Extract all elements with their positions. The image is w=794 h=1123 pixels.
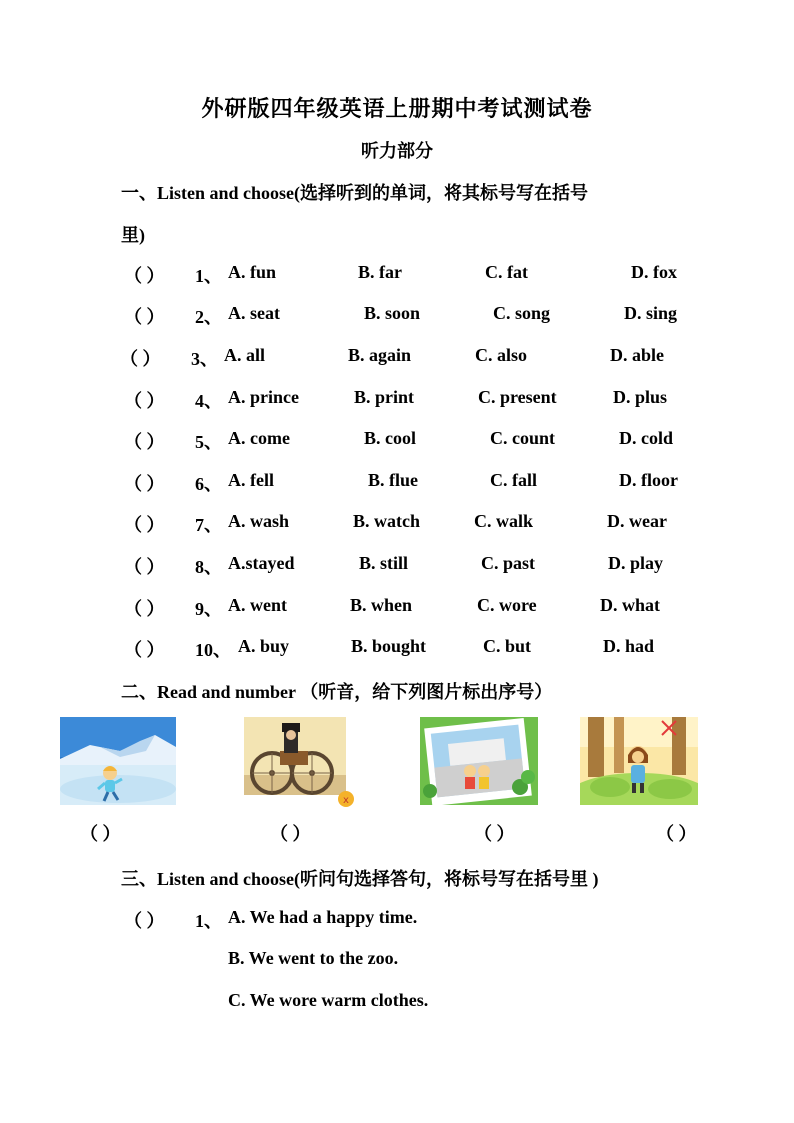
snow-skating-icon: [60, 717, 176, 805]
option-b: B. We went to the zoo.: [228, 948, 399, 968]
question-row: [0, 303, 794, 327]
option-a: A. wash: [228, 511, 290, 531]
answer-paren[interactable]: （ ）: [124, 391, 165, 411]
answer-paren[interactable]: （ ）: [124, 474, 165, 494]
question-number: 1、: [195, 911, 222, 931]
section3-heading: 三、Listen and choose(听问句选择答句，将标号写在括号里 ): [121, 869, 599, 889]
page-title: 外研版四年级英语上册期中考试测试卷: [201, 96, 593, 121]
option-c: C. fall: [490, 470, 537, 490]
option-c: C. present: [478, 387, 557, 407]
picture-1-answer-paren[interactable]: （ ）: [80, 824, 121, 844]
picture-3-answer-paren[interactable]: （ ）: [474, 824, 515, 844]
option-c: C. fat: [485, 262, 528, 282]
section1-heading: 一、Listen and choose(选择听到的单词，将其标号写在括号: [121, 183, 589, 203]
page-subtitle: 听力部分: [361, 141, 433, 161]
answer-paren[interactable]: （ ）: [124, 515, 165, 535]
option-c: C. wore: [477, 595, 537, 615]
question-number: 8、: [195, 557, 222, 577]
photo-children-picture: [420, 717, 538, 805]
question-row: [0, 595, 794, 619]
option-b: B. when: [350, 595, 413, 615]
answer-paren[interactable]: （ ）: [124, 266, 165, 286]
option-d: D. cold: [619, 428, 673, 448]
section2-heading: 二、Read and number （听音，给下列图片标出序号）: [121, 682, 553, 702]
option-d: D. play: [608, 553, 664, 573]
question-number: 4、: [195, 391, 222, 411]
answer-paren[interactable]: （ ）: [124, 307, 165, 327]
option-c: C. We wore warm clothes.: [228, 990, 429, 1010]
picture-2-answer-paren[interactable]: （ ）: [270, 824, 311, 844]
option-b: B. again: [348, 345, 412, 365]
old-bicycle-icon: [244, 717, 356, 809]
question-number: 6、: [195, 474, 222, 494]
option-d: D. had: [603, 636, 655, 656]
section1-heading-cont: 里): [121, 225, 145, 245]
option-c: C. past: [481, 553, 536, 573]
answer-paren[interactable]: （ ）: [124, 640, 165, 660]
option-c: C. but: [483, 636, 532, 656]
answer-paren[interactable]: （ ）: [124, 557, 165, 577]
option-b: B. far: [358, 262, 402, 282]
question-row: [0, 428, 794, 452]
option-a: A. come: [228, 428, 290, 448]
photo-children-icon: [420, 717, 538, 805]
question-row: [0, 511, 794, 535]
option-b: B. flue: [368, 470, 419, 490]
question-row: [0, 907, 794, 931]
option-b: B. watch: [353, 511, 420, 531]
question-number: 5、: [195, 432, 222, 452]
option-a: A.stayed: [228, 553, 295, 573]
option-d: D. able: [610, 345, 664, 365]
option-c: C. count: [490, 428, 556, 448]
question-number: 1、: [195, 266, 222, 286]
option-b: B. bought: [351, 636, 427, 656]
question-number: 10、: [195, 640, 231, 660]
snow-skating-picture: [60, 717, 176, 805]
option-a: A. fell: [228, 470, 274, 490]
question-row: [0, 262, 794, 286]
question-number: 2、: [195, 307, 222, 327]
option-c: C. song: [493, 303, 551, 323]
girl-in-park-picture: [580, 717, 698, 805]
option-d: D. floor: [619, 470, 678, 490]
option-a: A. buy: [238, 636, 290, 656]
option-a: A. We had a happy time.: [228, 907, 418, 927]
option-d: D. wear: [607, 511, 667, 531]
answer-paren[interactable]: （ ）: [124, 432, 165, 452]
girl-in-park-icon: [580, 717, 698, 805]
option-b: B. print: [354, 387, 415, 407]
answer-paren[interactable]: （ ）: [120, 349, 161, 369]
question-row: [0, 636, 794, 660]
option-b: B. soon: [364, 303, 421, 323]
option-a: A. went: [228, 595, 287, 615]
option-d: D. fox: [631, 262, 677, 282]
option-a: A. fun: [228, 262, 277, 282]
option-a: A. seat: [228, 303, 280, 323]
answer-paren[interactable]: （ ）: [124, 599, 165, 619]
old-bicycle-picture: [244, 717, 356, 809]
option-d: D. sing: [624, 303, 678, 323]
question-number: 3、: [191, 349, 218, 369]
svg-text:x: x: [343, 795, 349, 806]
question-row: [0, 470, 794, 494]
option-d: D. what: [600, 595, 661, 615]
option-d: D. plus: [613, 387, 668, 407]
question-row: [0, 553, 794, 577]
option-a: A. all: [224, 345, 266, 365]
question-number: 7、: [195, 515, 222, 535]
option-b: B. cool: [364, 428, 416, 448]
option-b: B. still: [359, 553, 409, 573]
option-c: C. walk: [474, 511, 534, 531]
answer-paren[interactable]: （ ）: [124, 911, 165, 931]
question-row: [0, 387, 794, 411]
option-c: C. also: [475, 345, 528, 365]
picture-4-answer-paren[interactable]: （ ）: [656, 824, 697, 844]
option-a: A. prince: [228, 387, 299, 407]
question-number: 9、: [195, 599, 222, 619]
question-row: [0, 345, 794, 369]
